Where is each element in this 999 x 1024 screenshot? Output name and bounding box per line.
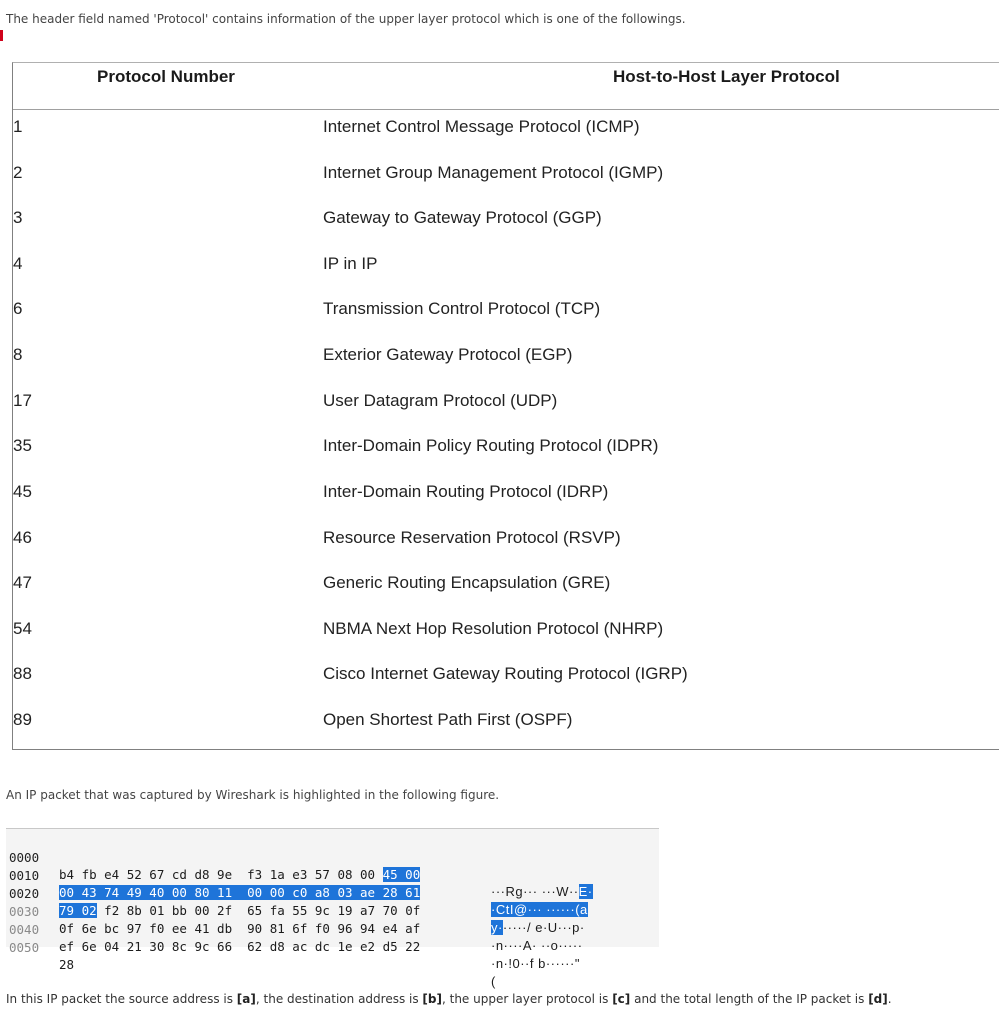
hex-offset: 0040 [9, 922, 40, 937]
protocol-number: 54 [13, 619, 32, 638]
hex-ascii: ·n·!0··f b······" [491, 956, 580, 971]
hex-bytes [59, 866, 420, 883]
ascii-plain: ···Rg··· ···W·· [491, 884, 579, 899]
hex-offset: 0050 [9, 940, 40, 955]
blank-d: [d] [868, 992, 888, 1006]
ascii-highlighted: y· [491, 920, 503, 935]
table-row [13, 117, 999, 141]
intro-text: The header field named 'Protocol' contains information of the upper layer protocol which is one of the followings. [6, 12, 686, 26]
protocol-number: 47 [13, 573, 32, 592]
protocol-name: User Datagram Protocol (UDP) [323, 391, 558, 410]
table-row [13, 528, 999, 552]
hex-ascii: ( [491, 974, 496, 989]
question-part: and the total length of the IP packet is [630, 992, 869, 1006]
protocol-table [12, 62, 999, 750]
table-row [13, 163, 999, 187]
protocol-number: 1 [13, 117, 23, 136]
table-row [13, 710, 999, 734]
hex-offset: 0030 [9, 904, 40, 919]
blank-b: [b] [422, 992, 442, 1006]
protocol-number: 17 [13, 391, 32, 410]
protocol-number: 2 [13, 163, 23, 182]
protocol-number: 89 [13, 710, 32, 729]
protocol-name: Resource Reservation Protocol (RSVP) [323, 528, 621, 547]
protocol-name: IP in IP [323, 254, 378, 273]
blank-c: [c] [612, 992, 631, 1006]
wireshark-hex-dump [6, 828, 659, 989]
table-row [13, 208, 999, 232]
hex-offset: 0000 [9, 850, 40, 865]
protocol-number: 6 [13, 299, 23, 318]
protocol-name: Internet Group Management Protocol (IGMP) [323, 163, 664, 182]
protocol-number: 35 [13, 436, 32, 455]
protocol-number: 46 [13, 528, 32, 547]
hex-bytes [59, 884, 420, 901]
table-row [13, 482, 999, 506]
ascii-highlighted: E· [578, 884, 593, 899]
hex-offset: 0010 [9, 868, 40, 883]
hex-bytes: 28 [59, 957, 75, 972]
hex-bytes-highlighted: 79 02 [59, 903, 97, 918]
protocol-name: Open Shortest Path First (OSPF) [323, 710, 573, 729]
table-row [13, 664, 999, 688]
question-text [6, 992, 892, 1006]
hex-ascii [491, 883, 593, 900]
table-row [13, 254, 999, 278]
hex-ascii [491, 901, 588, 918]
protocol-name: Generic Routing Encapsulation (GRE) [323, 573, 611, 592]
table-row [13, 619, 999, 643]
protocol-number: 8 [13, 345, 23, 364]
hex-offset: 0020 [9, 886, 40, 901]
protocol-number: 88 [13, 664, 32, 683]
table-row [13, 391, 999, 415]
ascii-plain: ·····/ e·U···p· [502, 920, 585, 935]
header-host-protocol: Host-to-Host Layer Protocol [613, 67, 840, 86]
protocol-name: Cisco Internet Gateway Routing Protocol (IGRP) [323, 664, 688, 683]
protocol-name: Inter-Domain Routing Protocol (IDRP) [323, 482, 609, 501]
hex-bytes-plain: b4 fb e4 52 67 cd d8 9e f3 1a e3 57 08 00 [59, 867, 383, 882]
table-row [13, 345, 999, 369]
hex-bytes-plain: f2 8b 01 bb 00 2f 65 fa 55 9c 19 a7 70 0f [96, 903, 421, 918]
hex-bytes-highlighted: 00 43 74 49 40 00 80 11 00 00 c0 a8 03 ae 28 61 [59, 885, 421, 900]
hex-bytes: 0f 6e bc 97 f0 ee 41 db 90 81 6f f0 96 94 e4 af [59, 921, 421, 936]
table-row [13, 299, 999, 323]
protocol-name: NBMA Next Hop Resolution Protocol (NHRP) [323, 619, 664, 638]
hex-ascii [491, 919, 585, 936]
question-part: In this IP packet the source address is [6, 992, 237, 1006]
blank-a: [a] [236, 992, 256, 1006]
hex-bytes [59, 902, 420, 919]
protocol-number: 45 [13, 482, 32, 501]
protocol-name: Gateway to Gateway Protocol (GGP) [323, 208, 602, 227]
protocol-name: Internet Control Message Protocol (ICMP) [323, 117, 640, 136]
protocol-name: Exterior Gateway Protocol (EGP) [323, 345, 573, 364]
question-part: , the destination address is [255, 992, 423, 1006]
protocol-name: Inter-Domain Policy Routing Protocol (IDPR) [323, 436, 659, 455]
hex-bytes-highlighted: 45 00 [382, 867, 421, 882]
table-row [13, 436, 999, 460]
protocol-number: 3 [13, 208, 23, 227]
question-part: . [887, 992, 892, 1006]
ascii-highlighted: ·CtI@··· ······(a [491, 902, 588, 917]
hex-bytes: ef 6e 04 21 30 8c 9c 66 62 d8 ac dc 1e e2 d5 22 [59, 939, 421, 954]
figure-caption: An IP packet that was captured by Wireshark is highlighted in the following figure. [6, 788, 500, 802]
protocol-number: 4 [13, 254, 23, 273]
question-part: , the upper layer protocol is [441, 992, 613, 1006]
red-marker [0, 30, 3, 41]
table-row [13, 573, 999, 597]
protocol-name: Transmission Control Protocol (TCP) [323, 299, 601, 318]
header-protocol-number: Protocol Number [97, 67, 235, 86]
header-divider [13, 109, 999, 110]
hex-ascii: ·n····A· ··o····· [491, 938, 583, 953]
